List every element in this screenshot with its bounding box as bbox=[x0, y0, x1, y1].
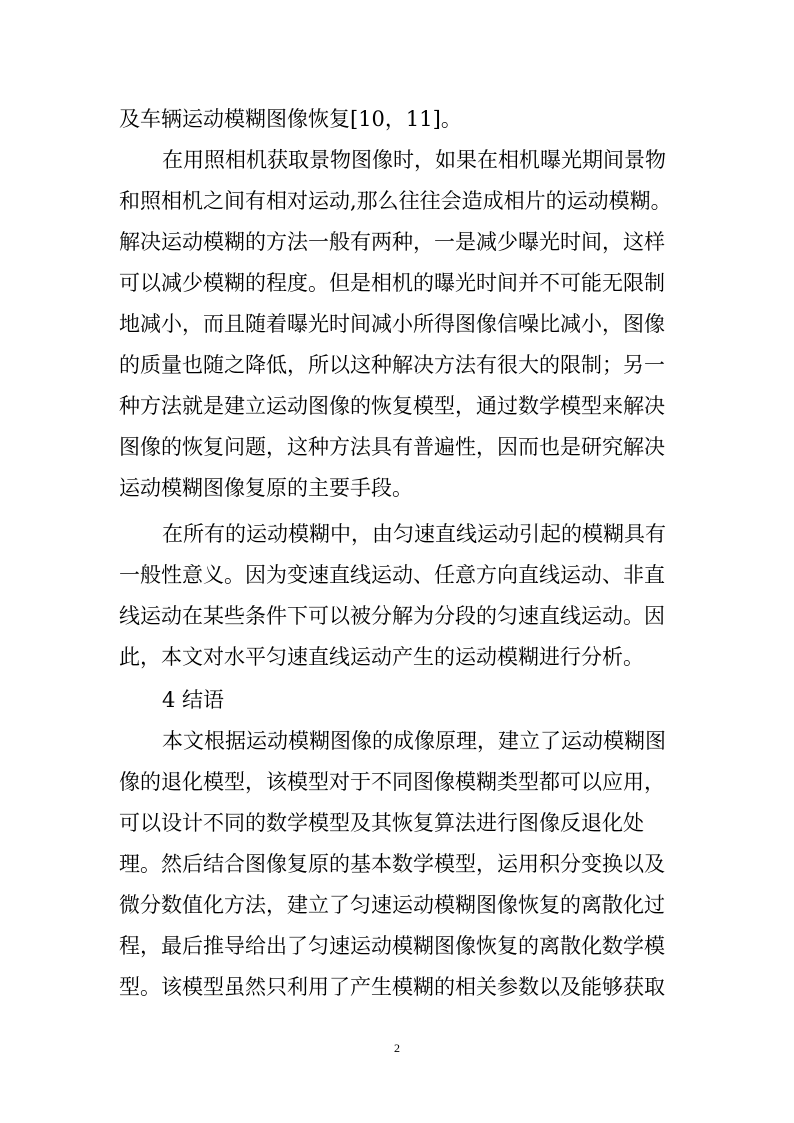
section-heading: 4 结语 bbox=[162, 688, 225, 712]
text-line: 可以设计不同的数学模型及其恢复算法进行图像反退化处 bbox=[119, 811, 644, 835]
page-number: 2 bbox=[394, 1041, 400, 1055]
text-line: 型。该模型虽然只利用了产生模糊的相关参数以及能够获取 bbox=[119, 975, 665, 999]
text-line: 解决运动模糊的方法一般有两种，一是减少曝光时间，这样 bbox=[119, 230, 665, 254]
text-line: 地减小，而且随着曝光时间减小所得图像信噪比减小，图像 bbox=[119, 312, 665, 336]
text-line: 和照相机之间有相对运动,那么往往会造成相片的运动模糊。 bbox=[119, 189, 672, 213]
text-line: 可以减少模糊的程度。但是相机的曝光时间并不可能无限制 bbox=[119, 271, 665, 295]
text-line: 程，最后推导给出了匀速运动模糊图像恢复的离散化数学模 bbox=[119, 934, 665, 958]
text-line: 在用照相机获取景物图像时，如果在相机曝光期间景物 bbox=[162, 148, 666, 172]
text-line: 线运动在某些条件下可以被分解为分段的匀速直线运动。因 bbox=[119, 604, 665, 628]
text-line: 种方法就是建立运动图像的恢复模型，通过数学模型来解决 bbox=[119, 394, 665, 418]
text-line: 理。然后结合图像复原的基本数学模型，运用积分变换以及 bbox=[119, 852, 665, 876]
text-line: 图像的恢复问题，这种方法具有普遍性，因而也是研究解决 bbox=[119, 435, 665, 459]
text-line: 的质量也随之降低，所以这种解决方法有很大的限制；另一 bbox=[119, 353, 665, 377]
text-line: 在所有的运动模糊中，由匀速直线运动引起的模糊具有 bbox=[162, 522, 666, 546]
text-line: 此，本文对水平匀速直线运动产生的运动模糊进行分析。 bbox=[119, 645, 644, 669]
text-line: 运动模糊图像复原的主要手段。 bbox=[119, 476, 413, 500]
text-line: 像的退化模型，该模型对于不同图像模糊类型都可以应用， bbox=[119, 770, 665, 794]
text-line: 微分数值化方法，建立了匀速运动模糊图像恢复的离散化过 bbox=[119, 893, 665, 917]
text-line: 及车辆运动模糊图像恢复[10，11]。 bbox=[119, 107, 462, 131]
text-line: 本文根据运动模糊图像的成像原理，建立了运动模糊图 bbox=[162, 729, 666, 753]
text-line: 一般性意义。因为变速直线运动、任意方向直线运动、非直 bbox=[119, 563, 665, 587]
